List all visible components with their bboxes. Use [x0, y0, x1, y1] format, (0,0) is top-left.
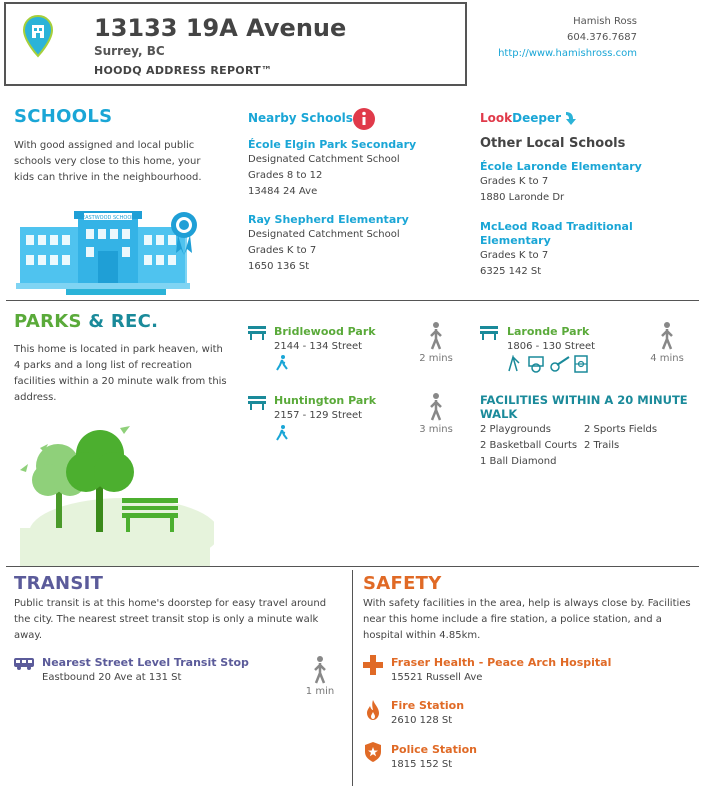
- school-sign-text: EASTWOOD SCHOOL: [81, 215, 135, 221]
- school-name[interactable]: École Laronde Elementary: [480, 160, 642, 173]
- school-grades: Grades K to 7: [480, 250, 549, 261]
- facility-playgrounds: 2 Playgrounds: [480, 424, 551, 435]
- section-divider: [6, 300, 699, 301]
- report-title: HOODQ ADDRESS REPORT™: [94, 64, 273, 77]
- park-address: 1806 - 130 Street: [507, 341, 596, 352]
- other-schools-title: Other Local Schools: [480, 136, 626, 151]
- school-address: 6325 142 St: [480, 266, 542, 277]
- other-school-1[interactable]: [480, 160, 680, 206]
- school-address: 1650 136 St: [248, 261, 310, 272]
- park-bench-icon: [248, 396, 266, 410]
- facility-trails: 2 Trails: [584, 440, 620, 451]
- park-name[interactable]: Huntington Park: [274, 394, 377, 407]
- transit-stop-title[interactable]: Nearest Street Level Transit Stop: [42, 656, 249, 669]
- safety-item-police[interactable]: [391, 743, 591, 773]
- safety-address: 15521 Russell Ave: [391, 672, 483, 683]
- transit-stop-address: Eastbound 20 Ave at 131 St: [42, 672, 182, 683]
- arrow-down-icon[interactable]: [563, 110, 577, 126]
- park-address: 2144 - 134 Street: [274, 341, 363, 352]
- walking-person-icon: [428, 393, 444, 421]
- school-name[interactable]: Ray Shepherd Elementary: [248, 213, 409, 226]
- parks-title: [14, 311, 158, 332]
- park-illustration: [14, 418, 214, 566]
- walking-person-icon: [428, 322, 444, 350]
- school-type: Designated Catchment School: [248, 154, 400, 165]
- walk-time: 2 mins: [419, 353, 453, 364]
- park-amenity-icons: [507, 355, 597, 377]
- school-grades: Grades K to 7: [248, 245, 317, 256]
- park-name[interactable]: Bridlewood Park: [274, 325, 376, 338]
- nearby-school-2[interactable]: [248, 213, 468, 275]
- parks-title-b: & REC.: [81, 311, 159, 332]
- school-name[interactable]: École Elgin Park Secondary: [248, 138, 417, 151]
- school-name[interactable]: McLeod Road Traditional Elementary: [480, 220, 633, 247]
- park-name[interactable]: Laronde Park: [507, 325, 590, 338]
- school-address: 1880 Laronde Dr: [480, 192, 565, 203]
- info-icon[interactable]: [352, 107, 376, 131]
- other-school-2[interactable]: [480, 220, 640, 280]
- property-city: Surrey, BC: [94, 44, 165, 58]
- parks-description: This home is located in park heaven, with 4 parks and a long list of recreation facilities within a 20 minute walk from this address.: [14, 344, 227, 403]
- school-grades: Grades 8 to 12: [248, 170, 323, 181]
- safety-item-hospital[interactable]: [391, 656, 691, 686]
- schools-description: With good assigned and local public schools very close to this home, your kids can thrive in the neighbourhood.: [14, 140, 202, 183]
- bus-icon: [14, 658, 34, 670]
- safety-name[interactable]: Fire Station: [391, 699, 465, 712]
- transit-title: TRANSIT: [14, 573, 104, 594]
- schools-title: SCHOOLS: [14, 106, 113, 127]
- nearby-schools-title: Nearby Schools: [248, 111, 353, 125]
- property-address: 13133 19A Avenue: [94, 14, 347, 42]
- school-grades: Grades K to 7: [480, 176, 549, 187]
- column-divider: [352, 570, 353, 786]
- agent-contact: [498, 14, 637, 62]
- safety-item-fire[interactable]: [391, 699, 591, 729]
- safety-address: 1815 152 St: [391, 759, 453, 770]
- transit-stop[interactable]: [42, 656, 292, 686]
- school-type: Designated Catchment School: [248, 229, 400, 240]
- school-address: 13484 24 Ave: [248, 186, 318, 197]
- trail-runner-icon: [276, 355, 288, 371]
- facility-sports-fields: 2 Sports Fields: [584, 424, 658, 435]
- facility-basketball: 2 Basketball Courts: [480, 440, 578, 451]
- park-item-1[interactable]: [274, 325, 414, 355]
- home-pin-icon: [22, 14, 54, 58]
- park-item-2[interactable]: [274, 394, 414, 424]
- walking-person-icon: [312, 656, 328, 684]
- parks-title-a: PARKS: [14, 311, 82, 332]
- fire-flame-icon: [366, 700, 380, 720]
- facility-ball-diamond: 1 Ball Diamond: [480, 456, 557, 467]
- sports-field-icon: [575, 356, 587, 372]
- park-bench-icon: [248, 326, 266, 340]
- walk-time: 1 min: [305, 686, 335, 697]
- transit-description: Public transit is at this home's doorstep for easy travel around the city. The nearest street transit stop is only a minute walk away.: [14, 598, 327, 641]
- hospital-cross-icon: [363, 655, 383, 675]
- park-bench-icon: [480, 326, 498, 340]
- park-address: 2157 - 129 Street: [274, 410, 363, 421]
- baseball-icon: [551, 357, 569, 371]
- safety-title: SAFETY: [363, 573, 442, 594]
- look-deeper-word-b: Deeper: [512, 111, 562, 125]
- agent-phone: 604.376.7687: [567, 32, 637, 43]
- playground-slide-icon: [509, 357, 519, 371]
- agent-website-link[interactable]: http://www.hamishross.com: [498, 48, 637, 59]
- facilities-title: FACILITIES WITHIN A 20 MINUTE WALK: [480, 393, 688, 421]
- safety-address: 2610 128 St: [391, 715, 453, 726]
- look-deeper-label[interactable]: [480, 111, 561, 125]
- section-divider: [6, 566, 699, 567]
- walk-time: 4 mins: [650, 353, 684, 364]
- park-item-3[interactable]: [507, 325, 647, 355]
- safety-description: With safety facilities in the area, help is always close by. Facilities near this home include a fire station, a police station, and a hospital within 4.85km.: [363, 598, 691, 641]
- trail-runner-icon: [276, 425, 288, 441]
- basketball-icon: [529, 357, 543, 372]
- police-badge-icon: [365, 742, 381, 762]
- safety-name[interactable]: Fraser Health - Peace Arch Hospital: [391, 656, 612, 669]
- walk-time: 3 mins: [419, 424, 453, 435]
- school-building-illustration: [16, 205, 206, 297]
- walking-person-icon: [659, 322, 675, 350]
- look-deeper-word-a: Look: [480, 111, 513, 125]
- nearby-school-1[interactable]: [248, 138, 468, 200]
- agent-name: Hamish Ross: [573, 16, 637, 27]
- safety-name[interactable]: Police Station: [391, 743, 477, 756]
